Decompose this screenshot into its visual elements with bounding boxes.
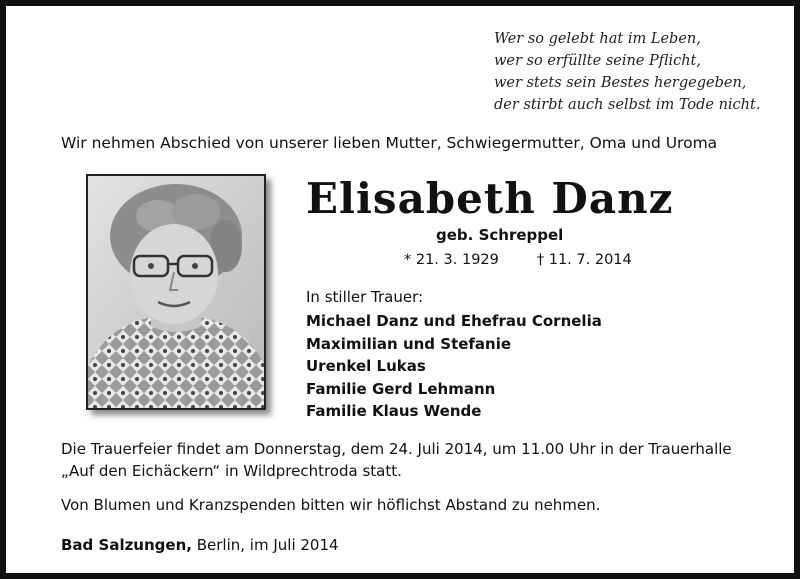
place-date-rest: Berlin, im Juli 2014 <box>191 536 339 554</box>
poem-line: wer stets sein Bestes hergegeben, <box>494 75 747 91</box>
memorial-poem <box>494 28 760 116</box>
place-date-line <box>61 536 339 554</box>
birth-date: * 21. 3. 1929 <box>404 252 499 268</box>
maiden-name: geb. Schreppel <box>436 226 564 244</box>
service-line: „Auf den Eichäckern“ in Wildprechtroda statt. <box>61 462 402 480</box>
poem-line: Wer so gelebt hat im Leben, <box>494 31 701 47</box>
mourners-list <box>306 310 602 423</box>
mourner-entry: Maximilian und Stefanie <box>306 334 512 353</box>
mourner-entry: Michael Danz und Ehefrau Cornelia <box>306 312 602 330</box>
life-dates <box>404 252 632 268</box>
mourner-entry: Urenkel Lukas <box>306 357 426 375</box>
service-line: Die Trauerfeier findet am Donnerstag, dem 24. Juli 2014, um 11.00 Uhr in der Trauerhalle <box>61 440 732 458</box>
funeral-service-info <box>61 438 732 482</box>
farewell-intro: Wir nehmen Abschied von unserer lieben Mutter, Schwiegermutter, Oma und Uroma <box>61 134 718 152</box>
mourners-label: In stiller Trauer: <box>306 288 424 306</box>
mourner-entry: Familie Klaus Wende <box>306 402 482 420</box>
death-date: † 11. 7. 2014 <box>536 252 632 268</box>
portrait-illustration <box>88 176 264 408</box>
portrait-photo <box>86 174 266 410</box>
poem-line: wer so erfüllte seine Pflicht, <box>494 53 701 69</box>
mourner-entry: Familie Gerd Lehmann <box>306 379 496 398</box>
deceased-name: Elisabeth Danz <box>306 174 674 223</box>
poem-line: der stirbt auch selbst im Tode nicht. <box>494 97 761 113</box>
flowers-request: Von Blumen und Kranzspenden bitten wir höflichst Abstand zu nehmen. <box>61 496 601 514</box>
place-name: Bad Salzungen, <box>61 536 192 554</box>
